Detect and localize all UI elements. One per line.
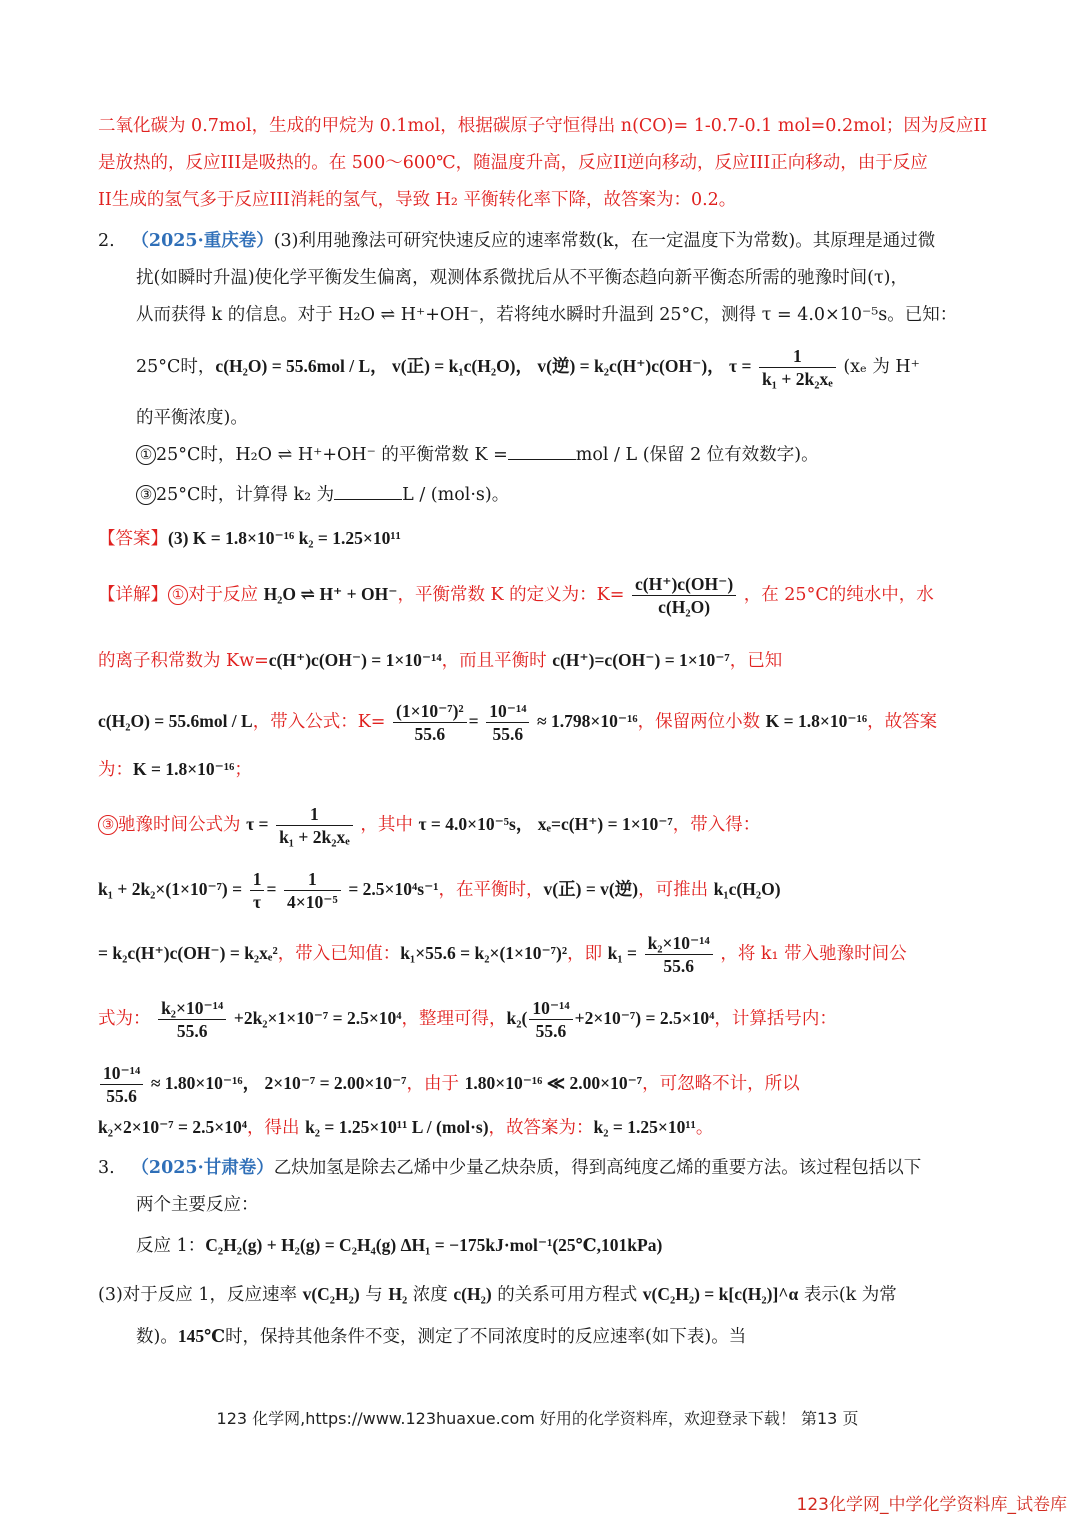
detail-line-10 bbox=[98, 1114, 713, 1141]
detail-text: 式为： bbox=[98, 1009, 151, 1029]
formula: +2×10⁻⁷) = 2.5×10⁴ bbox=[574, 1008, 715, 1028]
question-source: （2025·甘肃卷） bbox=[131, 1158, 274, 1178]
detail-text: ，可忽略不计，所以 bbox=[642, 1074, 800, 1094]
answer-line bbox=[98, 525, 401, 552]
fraction bbox=[645, 932, 713, 977]
formula: ≈ 1.798×10⁻¹⁶ bbox=[537, 711, 638, 731]
circled-number: ① bbox=[168, 585, 188, 605]
fraction bbox=[393, 700, 467, 745]
detail-line-5 bbox=[98, 803, 760, 848]
question-source: （2025·重庆卷） bbox=[131, 231, 274, 251]
reaction-label: 反应 1： bbox=[136, 1236, 206, 1256]
formula: k₁×55.6 = k₂×(1×10⁻⁷)² bbox=[400, 943, 568, 963]
formula: k₁ = bbox=[607, 943, 637, 963]
question-text: 与 bbox=[359, 1285, 389, 1305]
formula: τ = bbox=[246, 814, 269, 834]
answer-text: (3) K = 1.8×10⁻¹⁶ k₂ = 1.25×10¹¹ bbox=[168, 528, 401, 548]
answer-label: 【答案】 bbox=[98, 529, 168, 549]
tau-fraction bbox=[759, 345, 836, 390]
question-number: 2. bbox=[98, 231, 115, 251]
formula: v(正) = v(逆) bbox=[543, 879, 639, 899]
sub-question-1 bbox=[136, 442, 819, 468]
fraction bbox=[486, 700, 529, 745]
fraction-numerator: 1 bbox=[759, 345, 836, 368]
formula: k₂ = 1.25×10¹¹ L / (mol·s) bbox=[305, 1117, 489, 1137]
detail-line-2 bbox=[98, 647, 782, 674]
formula: c(H⁺)c(OH⁻) = 1×10⁻¹⁴ bbox=[268, 650, 442, 670]
fraction bbox=[529, 997, 572, 1042]
detail-text: ，其中 bbox=[360, 815, 419, 835]
detail-text: ，带入公式：K= bbox=[252, 712, 386, 732]
detail-line-7 bbox=[98, 932, 907, 977]
detail-text: 驰豫时间公式为 bbox=[118, 815, 247, 835]
formula: k₂( bbox=[506, 1008, 528, 1028]
question-text: 25°C时， bbox=[136, 357, 216, 377]
rate-equation: v(C₂H₂) = k[c(H₂)]^α bbox=[642, 1284, 799, 1304]
sub-question-text: mol / L (保留 2 位有效数字)。 bbox=[575, 445, 819, 465]
fraction-denominator: 55.6 bbox=[414, 724, 446, 744]
formula: = k₂c(H⁺)c(OH⁻) = k₂xₑ² bbox=[98, 943, 278, 963]
detail-text: ，故答案 bbox=[867, 712, 938, 732]
detail-line-9 bbox=[98, 1062, 800, 1107]
detail-line-3 bbox=[98, 700, 937, 745]
question-2-line-1 bbox=[98, 228, 935, 254]
detail-text: ，由于 bbox=[406, 1074, 465, 1094]
detail-text: ，在平衡时， bbox=[438, 880, 544, 900]
fraction-numerator: (1×10⁻⁷)² bbox=[393, 700, 467, 723]
question-3-line-1 bbox=[98, 1155, 921, 1181]
solution-line-3: II生成的氢气多于反应III消耗的氢气，导致 H₂ 平衡转化率下降，故答案为：0.2。 bbox=[98, 190, 737, 210]
fraction-denominator: k₁ + 2k₂xₑ bbox=[279, 827, 350, 847]
question-text: (3)利用驰豫法可研究快速反应的速率常数(k，在一定温度下为常数)。其原理是通过微 bbox=[273, 231, 936, 251]
sub-question-text: L / (mol·s)。 bbox=[402, 485, 510, 505]
question-text: 数)。 bbox=[136, 1327, 178, 1347]
reaction-equation: H₂O ⇌ H⁺ + OH⁻ bbox=[263, 584, 398, 604]
fraction-numerator: 1 bbox=[276, 803, 353, 826]
circled-number: ① bbox=[136, 445, 156, 465]
fraction-numerator: 10⁻¹⁴ bbox=[100, 1062, 143, 1085]
detail-text: ，计算括号内： bbox=[714, 1009, 837, 1029]
detail-line-4 bbox=[98, 756, 252, 783]
question-text: (3)对于反应 1，反应速率 bbox=[98, 1285, 303, 1305]
fraction bbox=[158, 997, 226, 1042]
equals-sign: = bbox=[266, 879, 277, 899]
formula: c(H₂O) = 55.6mol / L bbox=[98, 711, 253, 731]
detail-text: ，带入得： bbox=[672, 815, 761, 835]
question-text: 表示(k 为常 bbox=[798, 1285, 897, 1305]
detail-text: 为： bbox=[98, 760, 133, 780]
solution-line-1: 二氧化碳为 0.7mol，生成的甲烷为 0.1mol，根据碳原子守恒得出 n(CO)= 1-0.7-0.1 mol=0.2mol；因为反应II bbox=[98, 116, 988, 136]
formula: v(C₂H₂) bbox=[302, 1284, 360, 1304]
formula: τ = 4.0×10⁻⁵s， xₑ=c(H⁺) = 1×10⁻⁷ bbox=[418, 814, 673, 834]
detail-text: 的离子积常数为 Kw= bbox=[98, 651, 269, 671]
answer-blank[interactable] bbox=[334, 485, 402, 500]
equilibrium-constant-fraction bbox=[632, 573, 736, 618]
question-2-line-2: 扰(如瞬时升温)使化学平衡发生偏离，观测体系微扰后从不平衡态趋向新平衡态所需的驰豫时间(τ)， bbox=[136, 268, 908, 288]
watermark-text: 123化学网_中学化学资料库_试卷库 bbox=[796, 1495, 1067, 1515]
detail-line-6 bbox=[98, 868, 781, 913]
detail-text: ，将 k₁ 带入驰豫时间公 bbox=[720, 944, 907, 964]
answer-blank[interactable] bbox=[508, 445, 576, 460]
fraction-numerator: 10⁻¹⁴ bbox=[486, 700, 529, 723]
tau-fraction bbox=[276, 803, 353, 848]
fraction-denominator: 55.6 bbox=[663, 956, 694, 976]
question-text: 浓度 bbox=[407, 1285, 454, 1305]
formula: k₂×2×10⁻⁷ = 2.5×10⁴ bbox=[98, 1117, 247, 1137]
detail-label: 【详解】 bbox=[98, 585, 168, 605]
formula: c(H₂O) = 55.6mol / L， v(正) = k₁c(H₂O)， v(逆) = k₂c(H⁺)c(OH⁻)， τ = bbox=[215, 356, 752, 376]
formula: k₁c(H₂O) bbox=[713, 879, 781, 899]
formula: c(H₂) bbox=[453, 1284, 492, 1304]
fraction-denominator: 4×10⁻⁵ bbox=[287, 892, 338, 912]
fraction-denominator: 55.6 bbox=[106, 1086, 137, 1106]
detail-text: ； bbox=[234, 760, 252, 780]
fraction-numerator: 1 bbox=[284, 868, 341, 891]
question-text: 乙炔加氢是除去乙烯中少量乙炔杂质，得到高纯度乙烯的重要方法。该过程包括以下 bbox=[273, 1158, 922, 1178]
page-footer: 123 化学网,https://www.123huaxue.com 好用的化学资料库，欢迎登录下载！ 第13 页 bbox=[216, 1409, 859, 1428]
solution-line-2: 是放热的，反应III是吸热的。在 500～600℃，随温度升高，反应II逆向移动，反应III正向移动，由于反应 bbox=[98, 153, 928, 173]
detail-text: 。 bbox=[695, 1118, 714, 1138]
detail-text: ，而且平衡时 bbox=[441, 651, 553, 671]
question-text: 时，保持其他条件不变，测定了不同浓度时的反应速率(如下表)。当 bbox=[225, 1327, 747, 1347]
question-2-line-3: 从而获得 k 的信息。对于 H₂O ⇌ H⁺+OH⁻，若将纯水瞬时升温到 25°C，测得 τ = 4.0×10⁻⁵s。已知： bbox=[136, 305, 958, 325]
detail-line-8 bbox=[98, 997, 837, 1042]
question-2-line-5: 的平衡浓度)。 bbox=[136, 408, 248, 428]
detail-text: ，保留两位小数 bbox=[637, 712, 766, 732]
formula: k₁ + 2k₂×(1×10⁻⁷) = bbox=[98, 879, 243, 899]
question-text: (xₑ 为 H⁺ bbox=[843, 357, 920, 377]
question-number: 3. bbox=[98, 1158, 115, 1178]
fraction-numerator: 1 bbox=[250, 868, 265, 891]
fraction-denominator: 55.6 bbox=[176, 1021, 208, 1041]
formula: K = 1.8×10⁻¹⁶ bbox=[133, 759, 235, 779]
formula: +2k₂×1×10⁻⁷ = 2.5×10⁴ bbox=[233, 1008, 402, 1028]
fraction-numerator: k₂×10⁻¹⁴ bbox=[645, 932, 713, 955]
formula: c(H⁺)=c(OH⁻) = 1×10⁻⁷ bbox=[552, 650, 730, 670]
circled-number: ③ bbox=[98, 815, 118, 835]
formula: H₂ bbox=[388, 1284, 408, 1304]
formula: = 2.5×10⁴s⁻¹ bbox=[348, 879, 439, 899]
detail-text: ，即 bbox=[567, 944, 608, 964]
fraction-denominator: k₁ + 2k₂xₑ bbox=[762, 369, 833, 389]
fraction-denominator: 55.6 bbox=[535, 1021, 567, 1041]
fraction-numerator: c(H⁺)c(OH⁻) bbox=[632, 573, 736, 596]
fraction-denominator: τ bbox=[253, 892, 262, 912]
detail-text: ，故答案为： bbox=[488, 1118, 594, 1138]
detail-text: ，已知 bbox=[729, 651, 783, 671]
detail-text: ，带入已知值： bbox=[277, 944, 401, 964]
question-text: 的关系可用方程式 bbox=[491, 1285, 643, 1305]
detail-line-1 bbox=[98, 573, 934, 618]
fraction-denominator: 55.6 bbox=[492, 724, 524, 744]
fraction bbox=[250, 868, 265, 913]
formula: ≈ 1.80×10⁻¹⁶， 2×10⁻⁷ = 2.00×10⁻⁷ bbox=[150, 1073, 407, 1093]
formula: k₂ = 1.25×10¹¹ bbox=[593, 1117, 696, 1137]
question-3-line-4 bbox=[98, 1281, 897, 1308]
detail-text: 对于反应 bbox=[188, 585, 264, 605]
detail-text: ，得出 bbox=[246, 1118, 306, 1138]
equals-sign: = bbox=[468, 711, 479, 731]
detail-text: ，整理可得， bbox=[401, 1009, 507, 1029]
reaction-equation: C₂H₂(g) + H₂(g) = C₂H₄(g) ΔH₁ = −175kJ·mol⁻¹(25℃,101kPa) bbox=[205, 1235, 663, 1255]
detail-text: ，在 25°C的纯水中，水 bbox=[743, 585, 934, 605]
fraction-numerator: 10⁻¹⁴ bbox=[529, 997, 572, 1020]
detail-text: ，可推出 bbox=[638, 880, 714, 900]
fraction-numerator: k₂×10⁻¹⁴ bbox=[158, 997, 226, 1020]
fraction bbox=[100, 1062, 143, 1107]
circled-number: ③ bbox=[136, 485, 156, 505]
detail-text: ，平衡常数 K 的定义为：K= bbox=[397, 585, 625, 605]
formula: 1.80×10⁻¹⁶ ≪ 2.00×10⁻⁷ bbox=[464, 1073, 643, 1093]
sub-question-text: 25°C时，H₂O ⇌ H⁺+OH⁻ 的平衡常数 K = bbox=[156, 445, 508, 465]
question-2-line-4 bbox=[136, 345, 920, 390]
fraction bbox=[284, 868, 341, 913]
question-3-line-5 bbox=[136, 1323, 746, 1350]
formula: K = 1.8×10⁻¹⁶ bbox=[765, 711, 868, 731]
sub-question-3 bbox=[136, 482, 509, 508]
question-3-line-2: 两个主要反应： bbox=[136, 1195, 259, 1215]
sub-question-text: 25°C时，计算得 k₂ 为 bbox=[156, 485, 335, 505]
question-3-line-3 bbox=[136, 1232, 662, 1259]
formula: 145℃ bbox=[177, 1326, 226, 1346]
fraction-denominator: c(H₂O) bbox=[658, 597, 711, 617]
